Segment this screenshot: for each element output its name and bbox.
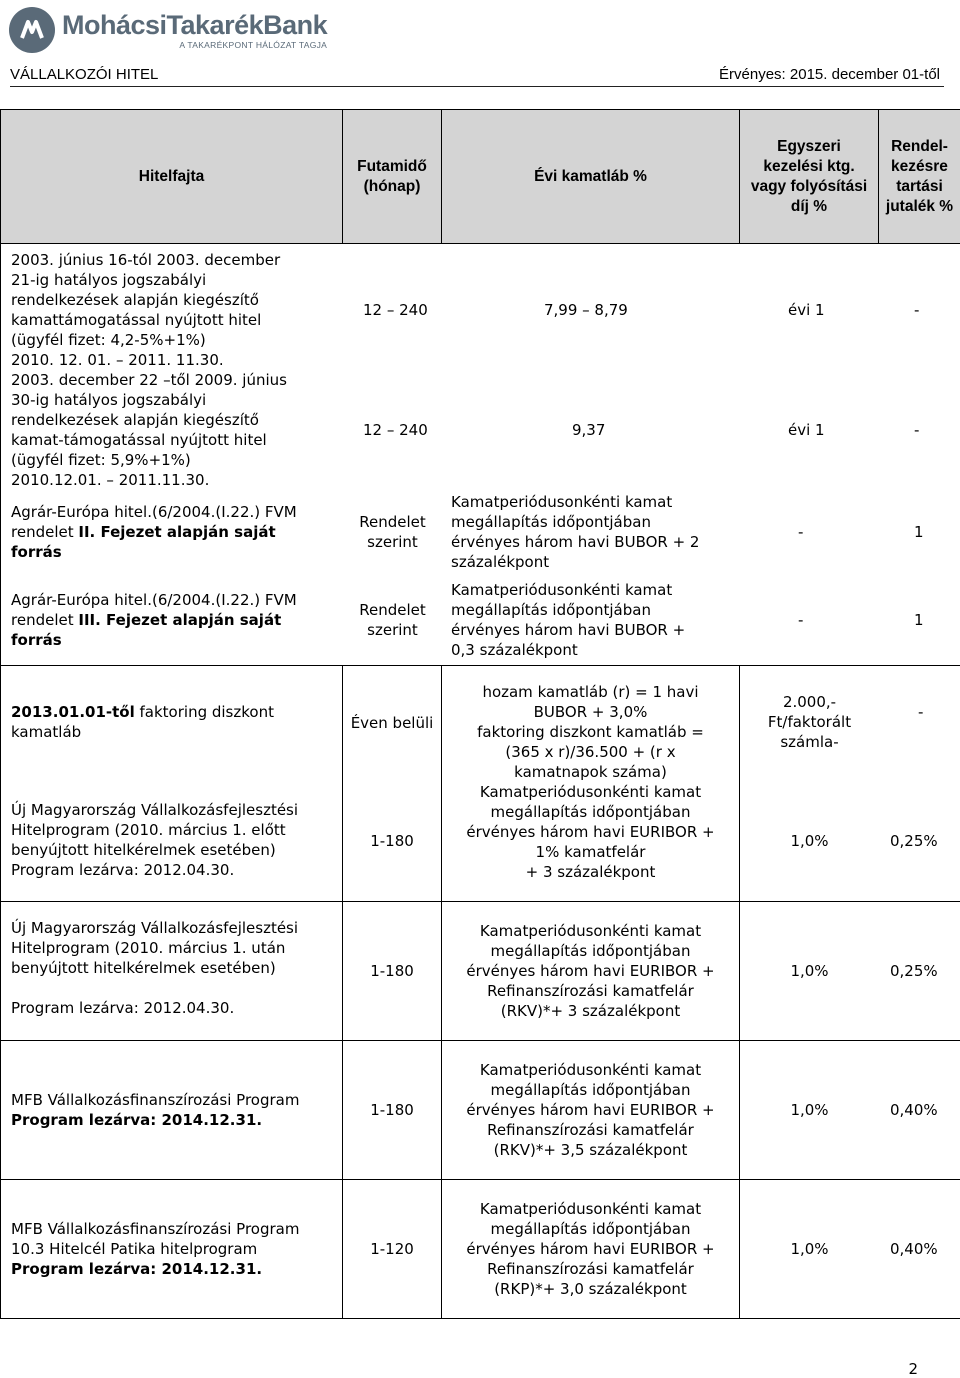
row-commitment: - bbox=[914, 300, 919, 320]
column-header-type: Hitelfajta bbox=[1, 110, 343, 244]
table-row bbox=[11, 370, 341, 490]
row-type-text: Agrár-Európa hitel.(6/2004.(I.22.) FVM bbox=[11, 590, 341, 610]
column-header-fee: Egyszeri kezelési ktg. vagy folyósítási díj % bbox=[740, 110, 879, 244]
row-type-cell bbox=[1, 1180, 343, 1319]
row-commitment: 0,40% bbox=[890, 1239, 938, 1259]
column-header-term: Futamidő (hónap) bbox=[343, 110, 442, 244]
row-term-cell bbox=[343, 666, 442, 902]
row-fee: 1,0% bbox=[740, 961, 879, 981]
row-fee: - bbox=[798, 522, 803, 542]
row-type-text: rendelkezések alapján kiegészítő bbox=[11, 410, 341, 430]
page-number: 2 bbox=[908, 1360, 918, 1378]
row-rate: Kamatperiódusonkénti kamat megállapítás időpontjában érvényes három havi BUBOR + 0,3 százalékpont bbox=[451, 580, 685, 660]
row-fee: évi 1 bbox=[788, 300, 825, 320]
row-commitment: 1 bbox=[914, 610, 924, 630]
row-fee: 2.000,- Ft/faktorált számla- bbox=[740, 692, 879, 752]
row-commitment: 0,25% bbox=[890, 961, 938, 981]
row-type-text: forrás bbox=[11, 542, 341, 562]
row-rate: 9,37 bbox=[572, 420, 605, 440]
row-type-text: 2010. 12. 01. – 2011. 11.30. bbox=[11, 350, 341, 370]
row-fee: 1,0% bbox=[740, 831, 879, 851]
row-type-text: 2010.12.01. – 2011.11.30. bbox=[11, 470, 341, 490]
row-type-text: Agrár-Európa hitel.(6/2004.(I.22.) FVM bbox=[11, 502, 341, 522]
row-rate: Kamatperiódusonkénti kamat megállapítás időpontjában érvényes három havi EURIBOR + Refinanszírozási kamatfelár (RKP)*+ 3,0 százalékpont bbox=[442, 1180, 740, 1319]
row-rate-cell bbox=[442, 666, 740, 902]
table-row bbox=[1, 1041, 960, 1180]
logo-mark-icon bbox=[8, 6, 56, 54]
row-fee-cell bbox=[740, 902, 960, 1041]
row-commitment: - bbox=[918, 702, 923, 722]
row-fee: - bbox=[798, 610, 803, 630]
row-term: 1-120 bbox=[343, 1180, 442, 1319]
column-header-commitment: Rendel-kezésre tartási jutalék % bbox=[879, 110, 960, 244]
document-header bbox=[10, 66, 944, 87]
row-type-text: kamatláb bbox=[11, 722, 81, 742]
row-type-text: (ügyfél fizet: 5,9%+1%) bbox=[11, 450, 341, 470]
row-term: 1-180 bbox=[343, 902, 442, 1041]
table-row bbox=[1, 1180, 960, 1319]
row-type-text: 10.3 Hitelcél Patika hitelprogram bbox=[11, 1239, 342, 1259]
table-row bbox=[11, 502, 341, 562]
table-row bbox=[11, 250, 341, 370]
column-header-rate: Évi kamatláb % bbox=[442, 110, 740, 244]
row-fee-cell bbox=[740, 1041, 960, 1180]
row-type-text: (ügyfél fizet: 4,2-5%+1%) bbox=[11, 330, 341, 350]
row-commitment: 1 bbox=[914, 522, 924, 542]
row-type-text: rendelet II. Fejezet alapján saját bbox=[11, 522, 341, 542]
row-rate: Kamatperiódusonkénti kamat megállapítás időpontjában érvényes három havi EURIBOR + Refinanszírozási kamatfelár (RKV)*+ 3 százalékpont bbox=[442, 902, 740, 1041]
row-commitment: - bbox=[914, 420, 919, 440]
row-type-cell bbox=[1, 1041, 343, 1180]
row-term: 12 – 240 bbox=[363, 420, 428, 440]
row-type-text: rendelkezések alapján kiegészítő bbox=[11, 290, 341, 310]
row-type-text: 21-ig hatályos jogszabályi bbox=[11, 270, 341, 290]
row-type-text: 30-ig hatályos jogszabályi bbox=[11, 390, 341, 410]
row-fee: 1,0% bbox=[740, 1100, 879, 1120]
row-fee-cell bbox=[740, 666, 960, 902]
table-row bbox=[1, 902, 960, 1041]
row-type-text: Program lezárva: 2014.12.31. bbox=[11, 1110, 342, 1130]
bank-logo bbox=[8, 6, 327, 54]
row-type-text: Program lezárva: 2012.04.30. bbox=[11, 998, 234, 1018]
row-rate: hozam kamatláb (r) = 1 havi BUBOR + 3,0% faktoring diszkont kamatláb = (365 x r)/36.500 + (r x kamatnapok száma) Kamatperiódusonkénti kamat megállapítás időpontjában érvényes három havi EURIBOR + 1% kamatfelár + 3 százalékpont bbox=[442, 682, 739, 882]
row-type-text: kamat-támogatással nyújtott hitel bbox=[11, 430, 341, 450]
row-type-text: 2003. június 16-tól 2003. december bbox=[11, 250, 341, 270]
row-rate: Kamatperiódusonkénti kamat megállapítás időpontjában érvényes három havi EURIBOR + Refinanszírozási kamatfelár (RKV)*+ 3,5 százalékpont bbox=[442, 1041, 740, 1180]
row-type-text: Új Magyarország Vállalkozásfejlesztési Hitelprogram (2010. március 1. előtt benyújtott hitelkérelmek esetében) Program lezárva: 2012.04.30. bbox=[11, 800, 298, 880]
row-term: 1-180 bbox=[343, 1041, 442, 1180]
row-term: 1-180 bbox=[343, 831, 441, 851]
row-type-cell bbox=[1, 902, 343, 1041]
row-type-cell bbox=[1, 666, 343, 902]
table-header-row bbox=[1, 110, 960, 244]
row-term: Éven belüli bbox=[343, 713, 441, 733]
row-type-text: forrás bbox=[11, 630, 341, 650]
row-type-text: rendelet III. Fejezet alapján saját bbox=[11, 610, 341, 630]
logo-tagline: A TAKARÉKPONT HÁLÓZAT TAGJA bbox=[62, 40, 327, 50]
validity-date: Érvényes: 2015. december 01-től bbox=[719, 66, 940, 83]
row-fee: 1,0% bbox=[740, 1239, 879, 1259]
row-type-text: MFB Vállalkozásfinanszírozási Program bbox=[11, 1219, 342, 1239]
row-term: Rendelet szerint bbox=[343, 600, 442, 640]
row-commitment: 0,25% bbox=[890, 831, 938, 851]
row-type-text: 2003. december 22 –től 2009. június bbox=[11, 370, 341, 390]
row-term: Rendelet szerint bbox=[343, 512, 442, 552]
row-rate: 7,99 – 8,79 bbox=[544, 300, 628, 320]
row-rate: Kamatperiódusonkénti kamat megállapítás időpontjában érvényes három havi BUBOR + 2 százalékpont bbox=[451, 492, 699, 572]
row-type-text: kamattámogatással nyújtott hitel bbox=[11, 310, 341, 330]
row-type-text: Program lezárva: 2014.12.31. bbox=[11, 1259, 342, 1279]
table-row bbox=[11, 590, 341, 650]
table-block bbox=[1, 244, 960, 666]
row-type-text: MFB Vállalkozásfinanszírozási Program bbox=[11, 1090, 342, 1110]
row-type-text: 2013.01.01-től faktoring diszkont bbox=[11, 702, 274, 722]
row-commitment: 0,40% bbox=[890, 1100, 938, 1120]
row-fee-cell bbox=[740, 1180, 960, 1319]
rate-table bbox=[0, 109, 960, 1319]
table-block bbox=[1, 666, 960, 902]
row-fee: évi 1 bbox=[788, 420, 825, 440]
row-term: 12 – 240 bbox=[363, 300, 428, 320]
row-type-text: Új Magyarország Vállalkozásfejlesztési Hitelprogram (2010. március 1. után benyújtott hitelkérelmek esetében) bbox=[11, 918, 298, 978]
document-category: VÁLLALKOZÓI HITEL bbox=[10, 66, 158, 83]
logo-name: MohácsiTakarékBank bbox=[62, 11, 327, 39]
